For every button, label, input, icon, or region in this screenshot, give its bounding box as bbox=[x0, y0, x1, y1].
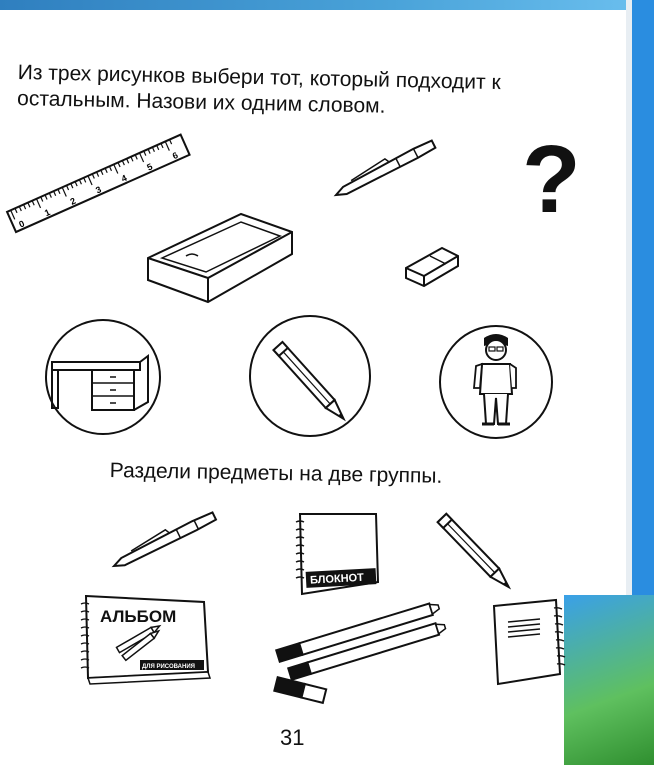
ruler-number: 4 bbox=[119, 172, 129, 185]
desk-circle-illustration bbox=[44, 318, 162, 436]
top-border-strip bbox=[0, 0, 654, 10]
task-2-instruction: Раздели предметы на две группы. bbox=[109, 458, 443, 488]
ruler-number: 6 bbox=[170, 150, 180, 162]
question-mark: ? bbox=[522, 126, 581, 233]
pencil-case-illustration bbox=[146, 210, 296, 305]
eraser-illustration bbox=[402, 242, 462, 290]
felt-tip-pens-illustration bbox=[272, 604, 444, 700]
corner-decoration bbox=[564, 595, 654, 765]
pen-illustration bbox=[334, 145, 444, 200]
notepad-illustration bbox=[292, 512, 382, 596]
ruler-number: 5 bbox=[145, 161, 154, 173]
exercise-book-illustration bbox=[488, 598, 568, 690]
ruler-number: 3 bbox=[94, 184, 103, 196]
ruler-number: 1 bbox=[42, 206, 52, 219]
task-1-instruction: Из трех рисунков выбери тот, который подходит к остальным. Назови их одним словом. bbox=[16, 60, 501, 118]
pen-illustration-2 bbox=[112, 512, 224, 570]
ruler-number: 2 bbox=[68, 195, 78, 207]
album-title: АЛЬБОМ bbox=[100, 607, 177, 626]
pencil-circle-illustration bbox=[248, 314, 372, 438]
ruler-number: 0 bbox=[17, 218, 27, 230]
album-subtitle: ДЛЯ РИСОВАНИЯ bbox=[142, 664, 195, 670]
schoolboy-circle-illustration bbox=[438, 324, 554, 440]
pencil-illustration bbox=[436, 510, 512, 588]
notepad-label: БЛОКНОТ bbox=[309, 571, 365, 587]
drawing-album-illustration bbox=[78, 592, 214, 688]
page-number: 31 bbox=[280, 725, 305, 750]
